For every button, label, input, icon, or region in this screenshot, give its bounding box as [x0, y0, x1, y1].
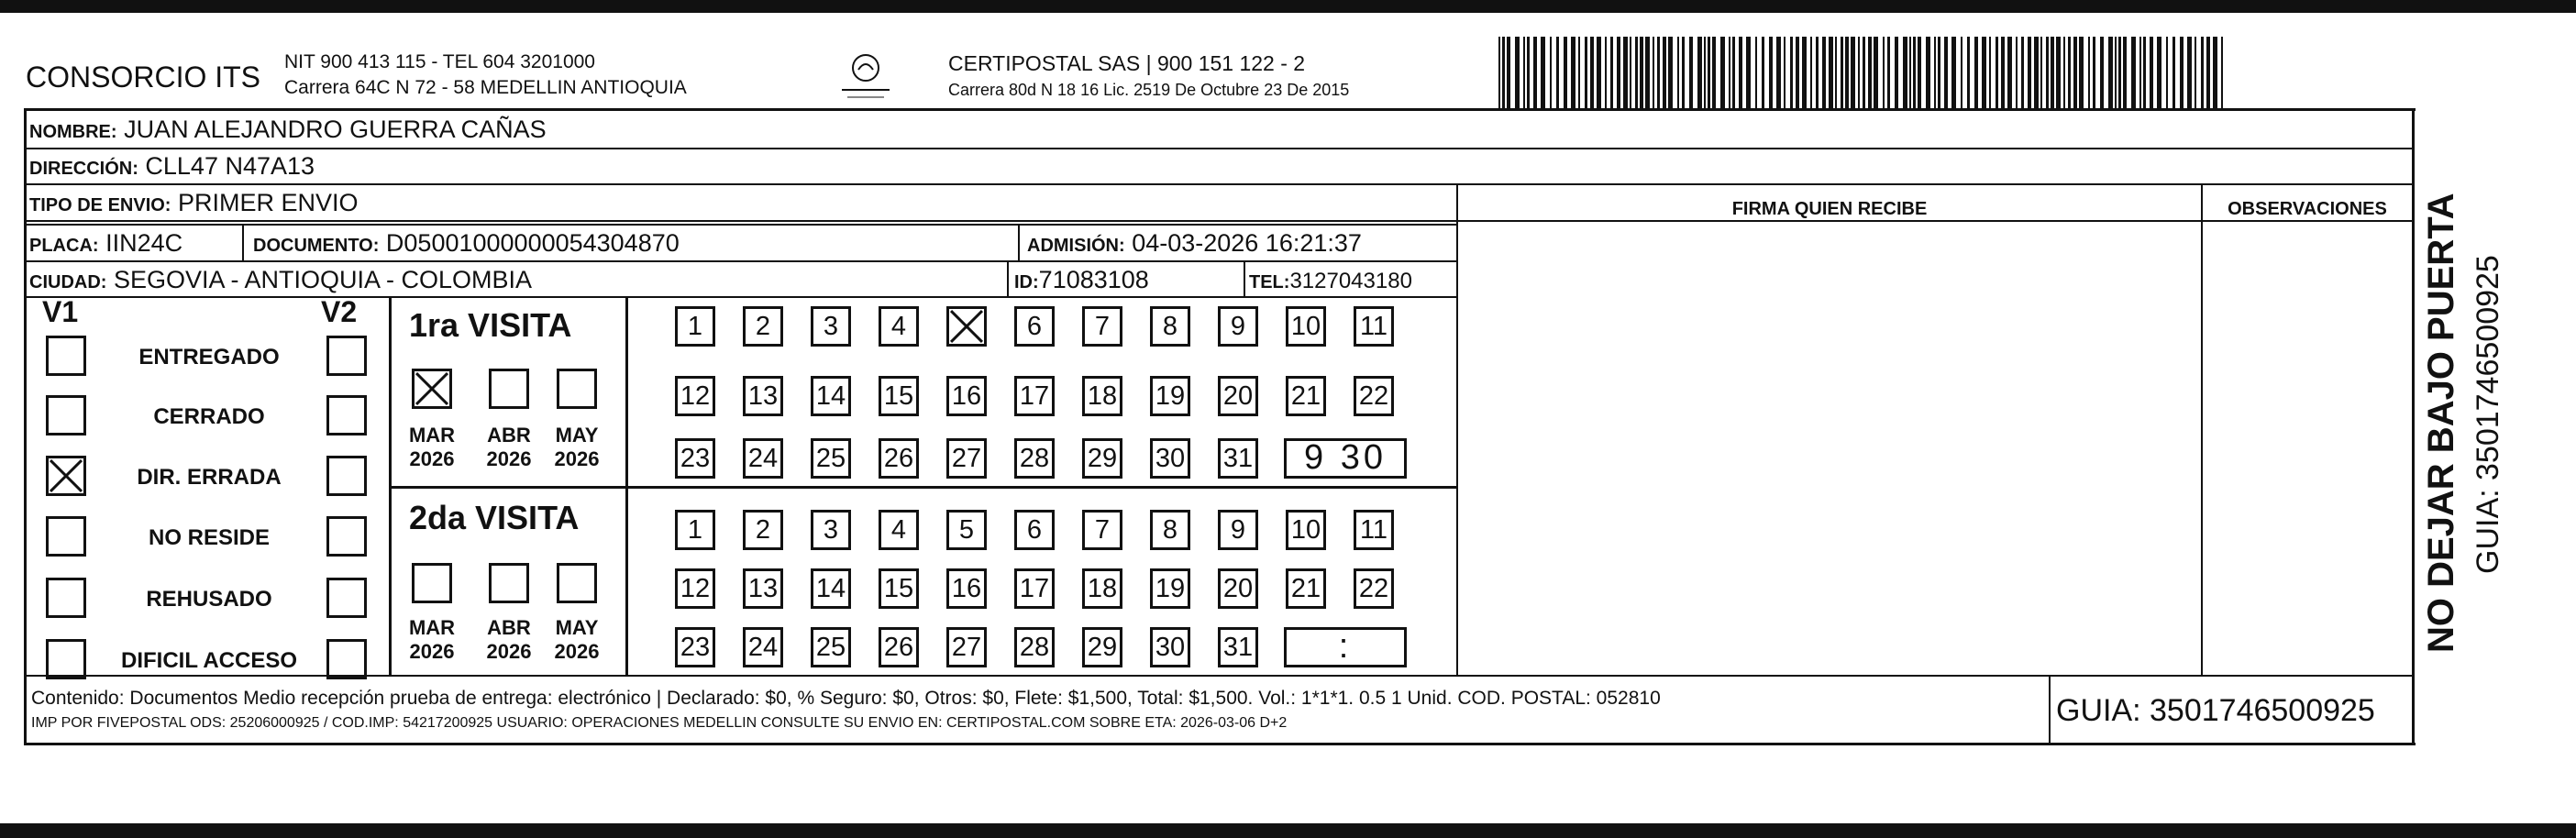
day-box[interactable]: 7	[1082, 306, 1122, 347]
barcode-bar	[1523, 37, 1525, 108]
barcode-bar	[1712, 37, 1716, 108]
v2-checkbox[interactable]	[326, 516, 367, 557]
v1-checkbox[interactable]	[46, 456, 86, 496]
placa-label: PLACA:	[29, 236, 99, 256]
v1-header: V1	[42, 295, 79, 328]
day-box[interactable]: 30	[1150, 627, 1190, 667]
barcode-bar	[1590, 37, 1594, 108]
barcode-bar	[1996, 37, 1998, 108]
barcode-bar	[1989, 37, 1991, 108]
barcode-bar	[2068, 37, 2071, 108]
barcode-bar	[2180, 37, 2184, 108]
barcode-bar	[1645, 37, 1650, 108]
barcode-bar	[2131, 37, 2136, 108]
barcode-bar	[1720, 37, 1725, 108]
barcode-bar	[2166, 37, 2168, 108]
barcode-bar	[2051, 37, 2054, 108]
barcode-bar	[1883, 37, 1885, 108]
barcode-bar	[1541, 37, 1545, 108]
barcode-bar	[1863, 37, 1865, 108]
day-box[interactable]: 4	[879, 306, 919, 347]
barcode-bar	[1527, 37, 1530, 108]
v2-header: V2	[321, 295, 358, 328]
barcode-bar	[1934, 37, 1936, 108]
barcode-bar	[1974, 37, 1978, 108]
barcode-bar	[1967, 37, 1970, 108]
sep-obs-left	[2201, 183, 2203, 675]
obs-header: OBSERVACIONES	[2228, 199, 2387, 219]
day-box[interactable]: 12	[675, 568, 715, 609]
admision-label: ADMISIÓN:	[1027, 236, 1125, 256]
day-box[interactable]: 6	[1014, 306, 1055, 347]
day-box[interactable]: 5	[946, 510, 987, 550]
day-box[interactable]: 24	[743, 627, 783, 667]
documento-cell	[253, 229, 680, 259]
month-label: ABR 2026	[486, 424, 532, 470]
v2-checkbox[interactable]	[326, 639, 367, 679]
barcode-bar	[1802, 37, 1807, 108]
barcode-bar	[1790, 37, 1793, 108]
barcode-bar	[1635, 37, 1638, 108]
tipo-label: TIPO DE ENVIO:	[29, 195, 171, 215]
day-box[interactable]: 27	[946, 627, 987, 667]
barcode-bar	[1550, 37, 1552, 108]
certipostal-line-2: Carrera 80d N 18 16 Lic. 2519 De Octubre 23 De 2015	[948, 81, 1350, 99]
barcode-bar	[1769, 37, 1773, 108]
day-box[interactable]: 28	[1014, 438, 1055, 479]
barcode-bar	[2056, 37, 2061, 108]
month-checkbox[interactable]	[412, 563, 452, 603]
barcode-bar	[2115, 37, 2117, 108]
barcode-bar	[2046, 37, 2049, 108]
v1-checkbox[interactable]	[46, 578, 86, 618]
barcode-bar	[1571, 37, 1575, 108]
day-box[interactable]: 15	[879, 568, 919, 609]
day-box[interactable]: 19	[1150, 568, 1190, 609]
barcode-bar	[1623, 37, 1628, 108]
barcode-bar	[2007, 37, 2012, 108]
barcode-bar	[1982, 37, 1986, 108]
day-box[interactable]: 8	[1150, 510, 1190, 550]
barcode-bar	[1729, 37, 1730, 108]
day-box[interactable]: 26	[879, 627, 919, 667]
barcode-bar	[1851, 37, 1855, 108]
barcode-bar	[1564, 37, 1567, 108]
day-box[interactable]: 15	[879, 376, 919, 416]
day-box[interactable]: 21	[1286, 568, 1326, 609]
day-box[interactable]: 31	[1218, 438, 1258, 479]
barcode-bar	[2139, 37, 2141, 108]
status-option-label: DIFICIL ACCESO	[120, 648, 297, 673]
barcode-bar	[1640, 37, 1643, 108]
barcode-bar	[1668, 37, 1673, 108]
month-label: MAR 2026	[408, 424, 456, 470]
direccion-row	[29, 152, 315, 182]
ciudad-value: SEGOVIA - ANTIOQUIA - COLOMBIA	[113, 266, 533, 293]
barcode-bar	[2118, 37, 2121, 108]
visit-time-box[interactable]: 9 30	[1284, 438, 1407, 479]
barcode-bar	[1841, 37, 1843, 108]
top-scan-bar	[0, 0, 2576, 13]
tel-label: TEL:	[1249, 272, 1290, 292]
barcode-bar	[2001, 37, 2005, 108]
day-box[interactable]: 23	[675, 438, 715, 479]
barcode-bar	[2123, 37, 2127, 108]
id-cell	[1014, 266, 1149, 296]
barcode-bar	[1704, 37, 1706, 108]
month-checkbox[interactable]	[557, 563, 597, 603]
barcode-bar	[1868, 37, 1872, 108]
footer-imp: IMP POR FIVEPOSTAL ODS: 25206000925 / COD.IMP: 54217200925 USUARIO: OPERACIONES MEDELLIN CONSULTE SU ENVIO EN: CERTIPOSTAL.COM SOBRE ETA: 2026-03-06 D+2	[31, 715, 1288, 731]
barcode-bar	[1835, 37, 1837, 108]
barcode-bar	[2213, 37, 2217, 108]
barcode-bar	[2201, 37, 2204, 108]
barcode-bar	[1913, 37, 1916, 108]
row-line-1	[24, 148, 2412, 149]
day-box[interactable]: 1	[675, 510, 715, 550]
barcode-bar	[1663, 37, 1666, 108]
sep-tel	[1244, 260, 1245, 296]
barcode-bar	[2028, 37, 2031, 108]
barcode-bar	[1822, 37, 1826, 108]
day-box[interactable]: 25	[811, 438, 851, 479]
placa-cell	[29, 229, 182, 259]
barcode-bar	[2021, 37, 2024, 108]
status-option-label: REHUSADO	[146, 587, 272, 612]
v1-checkbox[interactable]	[46, 516, 86, 557]
admision-cell	[1027, 229, 1362, 259]
documento-value: D05001000000054304870	[385, 229, 680, 257]
barcode-bar	[1657, 37, 1660, 108]
day-box[interactable]: 26	[879, 438, 919, 479]
barcode-bar	[1682, 37, 1685, 108]
month-label: MAR 2026	[408, 616, 456, 663]
barcode-bar	[1708, 37, 1710, 108]
day-box[interactable]: 20	[1218, 376, 1258, 416]
ciudad-label: CIUDAD:	[29, 272, 107, 292]
form-border-right	[2412, 108, 2415, 745]
company-address: Carrera 64C N 72 - 58 MEDELLIN ANTIOQUIA	[284, 77, 687, 98]
day-box[interactable]: 11	[1354, 306, 1394, 347]
barcode-bar	[1746, 37, 1751, 108]
side-no-dejar: NO DEJAR BAJO PUERTA	[2421, 193, 2461, 653]
row-line-6	[24, 296, 1456, 298]
status-option-label: DIR. ERRADA	[137, 465, 282, 490]
barcode-bar	[2040, 37, 2042, 108]
day-box[interactable]: 13	[743, 568, 783, 609]
tipo-row	[29, 189, 359, 219]
barcode-bar	[2143, 37, 2146, 108]
barcode-bar	[1874, 37, 1878, 108]
status-option-label: NO RESIDE	[148, 525, 271, 550]
month-checkbox[interactable]	[557, 369, 597, 409]
day-box[interactable]: 17	[1014, 568, 1055, 609]
day-box[interactable]: 30	[1150, 438, 1190, 479]
barcode-bar	[1755, 37, 1757, 108]
row-line-2	[24, 183, 2412, 185]
barcode-bar	[2063, 37, 2065, 108]
barcode-bar	[2206, 37, 2210, 108]
barcode-bar	[1578, 37, 1580, 108]
barcode-bar	[1816, 37, 1819, 108]
barcode-bar	[1502, 37, 1505, 108]
barcode-bar	[1961, 37, 1962, 108]
form-border-bottom	[24, 743, 2416, 745]
day-box[interactable]: 18	[1082, 376, 1122, 416]
day-box[interactable]: 1	[675, 306, 715, 347]
barcode-bar	[2108, 37, 2113, 108]
second-visit-title: 2da VISITA	[409, 499, 580, 536]
barcode-bar	[2073, 37, 2077, 108]
certipostal-line-1: CERTIPOSTAL SAS | 900 151 122 - 2	[948, 51, 1306, 75]
form-border-left	[24, 108, 27, 745]
v2-checkbox[interactable]	[326, 456, 367, 496]
status-option-label: CERRADO	[153, 404, 265, 429]
barcode-bar	[1858, 37, 1860, 108]
day-box[interactable]: 22	[1354, 376, 1394, 416]
barcode-bar	[1810, 37, 1812, 108]
day-box[interactable]: 17	[1014, 376, 1055, 416]
barcode-bar	[1845, 37, 1849, 108]
v1-checkbox[interactable]	[46, 395, 86, 436]
barcode-bar	[1784, 37, 1786, 108]
barcode-bar	[1630, 37, 1631, 108]
sep-guia-box	[2049, 675, 2051, 743]
barcode-bar	[1515, 37, 1520, 108]
barcode-bar	[1498, 37, 1500, 108]
day-box[interactable]: 10	[1286, 306, 1326, 347]
day-box[interactable]: 16	[946, 568, 987, 609]
barcode-bar	[1918, 37, 1921, 108]
sep-id	[1007, 260, 1009, 296]
v2-checkbox[interactable]	[326, 578, 367, 618]
day-box[interactable]: 18	[1082, 568, 1122, 609]
barcode-bar	[1617, 37, 1620, 108]
month-label: ABR 2026	[486, 616, 532, 663]
barcode-bar	[1895, 37, 1898, 108]
barcode-bar	[1585, 37, 1587, 108]
barcode-bar	[1829, 37, 1833, 108]
barcode-bar	[1938, 37, 1940, 108]
month-label: MAY 2026	[554, 424, 600, 470]
footer-contenido: Contenido: Documentos Medio recepción prueba de entrega: electrónico | Declarado: $0, % Seguro: $0, Otros: $0, Flete: $1,500, Total: $1,500. Vol.: 1*1*1. 0.5 1 Unid. COD. POSTAL: 052810	[31, 688, 1661, 709]
barcode-bar	[1944, 37, 1948, 108]
barcode-bar	[1796, 37, 1799, 108]
barcode-bar	[1653, 37, 1654, 108]
barcode-bar	[2157, 37, 2161, 108]
barcode-bar	[1689, 37, 1693, 108]
bottom-scan-bar	[0, 823, 2576, 838]
month-checkbox[interactable]	[412, 369, 452, 409]
day-box[interactable]	[946, 306, 987, 347]
day-box[interactable]: 29	[1082, 627, 1122, 667]
barcode-bar	[1605, 37, 1607, 108]
barcode-bar	[2100, 37, 2104, 108]
day-box[interactable]: 31	[1218, 627, 1258, 667]
sep-placa	[242, 224, 244, 260]
firma-header: FIRMA QUIEN RECIBE	[1731, 199, 1928, 219]
barcode-bar	[1776, 37, 1781, 108]
day-box[interactable]: 28	[1014, 627, 1055, 667]
barcode-bar	[1677, 37, 1679, 108]
day-box[interactable]: 20	[1218, 568, 1258, 609]
day-box[interactable]: 2	[743, 306, 783, 347]
barcode-bar	[1610, 37, 1613, 108]
id-value: 71083108	[1038, 266, 1149, 293]
day-box[interactable]: 16	[946, 376, 987, 416]
company-name: CONSORCIO ITS	[26, 61, 261, 94]
barcode-bar	[1926, 37, 1930, 108]
admision-value: 04-03-2026 16:21:37	[1132, 229, 1362, 257]
barcode-bar	[1762, 37, 1764, 108]
barcode-bar	[1903, 37, 1907, 108]
footer-guia: GUIA: 3501746500925	[2056, 693, 2375, 728]
month-label: MAY 2026	[554, 616, 600, 663]
day-box[interactable]: 14	[811, 568, 851, 609]
direccion-label: DIRECCIÓN:	[29, 159, 138, 179]
day-box[interactable]: 6	[1014, 510, 1055, 550]
v2-checkbox[interactable]	[326, 336, 367, 376]
barcode-bar	[2016, 37, 2018, 108]
month-checkbox[interactable]	[489, 563, 529, 603]
day-box[interactable]: 2	[743, 510, 783, 550]
month-checkbox[interactable]	[489, 369, 529, 409]
barcode-bar	[1533, 37, 1537, 108]
barcode-bar	[1597, 37, 1601, 108]
nit-line: NIT 900 413 115 - TEL 604 3201000	[284, 51, 595, 72]
tipo-value: PRIMER ENVIO	[177, 189, 359, 216]
row-line-4	[24, 224, 1456, 226]
side-guia: GUIA: 3501746500925	[2471, 255, 2505, 574]
day-box[interactable]: 10	[1286, 510, 1326, 550]
barcode-bar	[2150, 37, 2153, 108]
barcode-bar	[1697, 37, 1702, 108]
day-box[interactable]: 23	[675, 627, 715, 667]
day-box[interactable]: 29	[1082, 438, 1122, 479]
sep-firma-left	[1456, 183, 1458, 675]
documento-label: DOCUMENTO:	[253, 236, 380, 256]
day-box[interactable]: 12	[675, 376, 715, 416]
barcode-bar	[1739, 37, 1742, 108]
barcode-bar	[2079, 37, 2084, 108]
v1-checkbox[interactable]	[46, 336, 86, 376]
day-box[interactable]: 9	[1218, 510, 1258, 550]
day-box[interactable]: 4	[879, 510, 919, 550]
barcode	[1498, 37, 2232, 108]
barcode-bar	[1909, 37, 1911, 108]
barcode-bar	[2088, 37, 2090, 108]
day-box[interactable]: 7	[1082, 510, 1122, 550]
nombre-row	[29, 116, 547, 146]
barcode-bar	[1732, 37, 1735, 108]
barcode-bar	[2172, 37, 2175, 108]
day-box[interactable]: 3	[811, 510, 851, 550]
nombre-value: JUAN ALEJANDRO GUERRA CAÑAS	[124, 116, 547, 143]
barcode-bar	[2221, 37, 2223, 108]
certipostal-logo	[833, 50, 899, 105]
day-box[interactable]: 27	[946, 438, 987, 479]
barcode-bar	[2034, 37, 2039, 108]
barcode-bar	[2187, 37, 2192, 108]
day-box[interactable]: 24	[743, 438, 783, 479]
nombre-label: NOMBRE:	[29, 122, 117, 142]
tel-value: 3127043180	[1289, 269, 1412, 293]
day-box[interactable]: 3	[811, 306, 851, 347]
day-box[interactable]: 22	[1354, 568, 1394, 609]
v2-checkbox[interactable]	[326, 395, 367, 436]
barcode-bar	[1951, 37, 1956, 108]
visit-time-box[interactable]: :	[1284, 627, 1407, 667]
day-box[interactable]: 11	[1354, 510, 1394, 550]
barcode-bar	[2195, 37, 2196, 108]
status-option-label: ENTREGADO	[138, 345, 280, 369]
direccion-value: CLL47 N47A13	[145, 152, 315, 180]
barcode-bar	[2093, 37, 2095, 108]
form-border-top	[24, 108, 2416, 111]
day-box[interactable]: 8	[1150, 306, 1190, 347]
barcode-bar	[1507, 37, 1510, 108]
v1-checkbox[interactable]	[46, 639, 86, 679]
barcode-bar	[1887, 37, 1890, 108]
day-box[interactable]: 14	[811, 376, 851, 416]
row-line-5	[24, 260, 1456, 262]
placa-value: IIN24C	[105, 229, 183, 257]
sep-admision	[1018, 224, 1020, 260]
barcode-bar	[1556, 37, 1559, 108]
ciudad-cell	[29, 266, 532, 296]
row-line-7	[24, 675, 2412, 677]
day-box[interactable]: 21	[1286, 376, 1326, 416]
day-box[interactable]: 25	[811, 627, 851, 667]
day-box[interactable]: 9	[1218, 306, 1258, 347]
tel-cell	[1249, 268, 1412, 296]
day-box[interactable]: 13	[743, 376, 783, 416]
sep-visits-mid	[389, 486, 1456, 489]
first-visit-title: 1ra VISITA	[409, 306, 572, 344]
day-box[interactable]: 19	[1150, 376, 1190, 416]
id-label: ID:	[1014, 272, 1039, 292]
